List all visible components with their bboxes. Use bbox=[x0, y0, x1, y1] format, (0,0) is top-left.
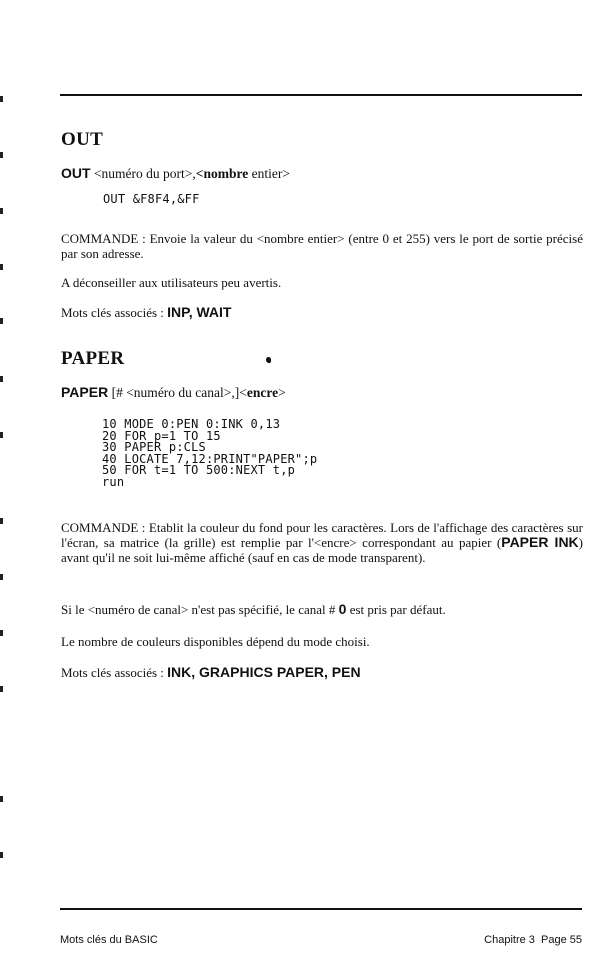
margin-mark bbox=[0, 630, 3, 636]
margin-mark bbox=[0, 432, 3, 438]
ink-speck bbox=[266, 357, 271, 363]
section-heading-out: OUT bbox=[61, 129, 104, 150]
margin-mark bbox=[0, 574, 3, 580]
margin-mark bbox=[0, 796, 3, 802]
syntax-bold: <nombre bbox=[195, 166, 249, 181]
footer-section-title: Mots clés du BASIC bbox=[60, 934, 158, 946]
description-text: COMMANDE : Etablit la couleur du fond pour les caractères. Lors de l'affichage des caractères sur l'écran, sa matrice (la grille) est remplie par l'<encre> correspondant au papier ( bbox=[61, 520, 583, 550]
note-text: Si le <numéro de canal> n'est pas spécifié, le canal # bbox=[61, 602, 339, 617]
code-line: 20 FOR p=1 TO 15 bbox=[102, 428, 221, 443]
code-line: 30 PAPER p:CLS bbox=[102, 440, 206, 454]
out-example-code: OUT &F8F4,&FF bbox=[103, 192, 200, 206]
margin-mark bbox=[0, 264, 3, 270]
syntax-text: <numéro du port>, bbox=[90, 166, 196, 181]
code-line: 40 LOCATE 7,12:PRINT"PAPER";p bbox=[102, 451, 318, 466]
bottom-rule bbox=[60, 908, 582, 910]
margin-mark bbox=[0, 318, 3, 324]
code-line: 50 FOR t=1 TO 500:NEXT t,p bbox=[102, 463, 296, 477]
section-heading-paper: PAPER bbox=[61, 348, 125, 369]
top-rule bbox=[60, 94, 582, 96]
description-text: ) avant qu'il ne soit lui-même affiché (sauf en cas de mode transparent). bbox=[61, 535, 584, 565]
paper-colors-note: Le nombre de couleurs disponibles dépend du mode choisi. bbox=[61, 634, 370, 649]
syntax-keyword: PAPER bbox=[61, 384, 109, 400]
margin-mark bbox=[0, 96, 3, 102]
syntax-text: [# <numéro du canal>,]< bbox=[108, 385, 247, 400]
related-list: INK, GRAPHICS PAPER, PEN bbox=[167, 664, 361, 680]
out-description: COMMANDE : Envoie la valeur du <nombre entier> (entre 0 et 255) vers le port de sortie précisé par son adresse. bbox=[61, 231, 583, 261]
paper-example-code bbox=[102, 419, 317, 488]
code-line: run bbox=[102, 474, 125, 489]
related-prefix: Mots clés associés : bbox=[61, 665, 168, 680]
margin-mark bbox=[0, 152, 3, 158]
margin-mark bbox=[0, 686, 3, 692]
syntax-text: > bbox=[278, 385, 286, 400]
paper-related-keywords bbox=[61, 665, 583, 680]
syntax-keyword: OUT bbox=[61, 165, 91, 181]
note-text: est pris par défaut. bbox=[346, 602, 446, 617]
syntax-text: entier> bbox=[248, 166, 290, 181]
paper-description bbox=[61, 520, 583, 565]
out-warning: A déconseiller aux utilisateurs peu avertis. bbox=[61, 275, 282, 290]
syntax-bold: encre bbox=[246, 385, 279, 400]
out-related-keywords bbox=[61, 305, 583, 320]
related-list: INP, WAIT bbox=[167, 304, 232, 320]
margin-mark bbox=[0, 376, 3, 382]
paper-syntax bbox=[61, 384, 286, 401]
footer-page-number: Chapitre 3 Page 55 bbox=[484, 934, 582, 946]
margin-mark bbox=[0, 208, 3, 214]
canal-zero: 0 bbox=[338, 601, 347, 617]
margin-mark bbox=[0, 852, 3, 858]
paper-canal-note bbox=[61, 602, 583, 617]
margin-mark bbox=[0, 518, 3, 524]
out-syntax bbox=[61, 165, 290, 182]
description-keyword: PAPER INK bbox=[501, 534, 579, 550]
code-line: 10 MODE 0:PEN 0:INK 0,13 bbox=[102, 417, 281, 431]
related-prefix: Mots clés associés : bbox=[61, 305, 168, 320]
